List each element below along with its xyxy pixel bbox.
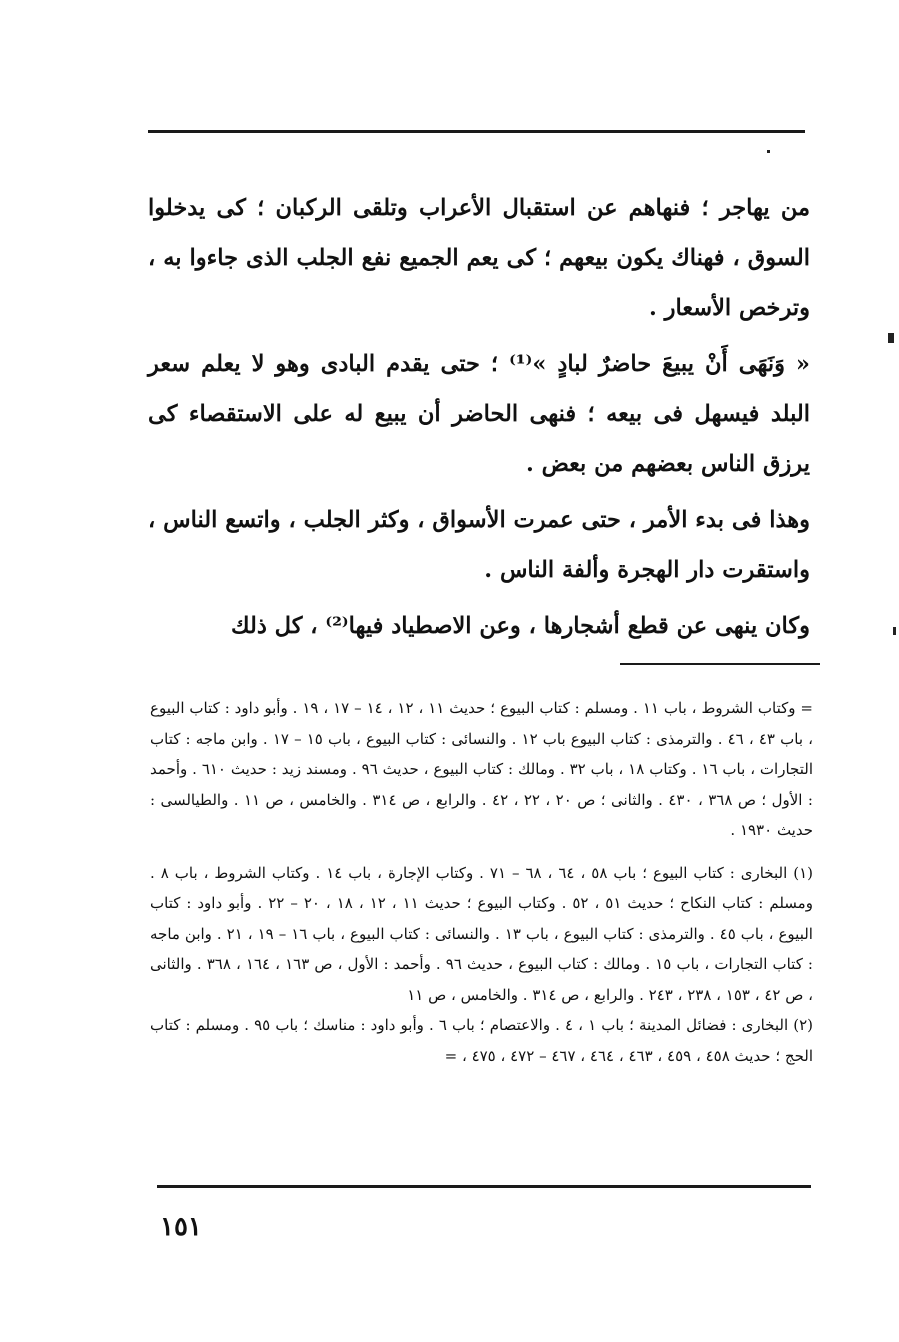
paragraph-2	[148, 339, 810, 489]
paragraph-2-text: ؛ حتى يقدم البادى وهو لا يعلم سعر البلد فيسهل فى بيعه ؛ فنهى الحاضر أن يبيع له على الاستقصاء كى يرزق الناس بعضهم من بعض .	[148, 351, 810, 477]
top-rule	[148, 130, 805, 133]
page-number: ١٥١	[160, 1212, 202, 1242]
hadith-quote: « وَنَهَى أَنْ يبيعَ حاضرٌ لبادٍ »⁽¹⁾	[509, 351, 810, 377]
ink-speck	[767, 150, 770, 153]
footnote-2: (٢) البخارى : فضائل المدينة ؛ باب ١ ، ٤ . والاعتصام ؛ باب ٦ . وأبو داود : مناسك ؛ باب ٩٥ . ومسلم : كتاب الحج ؛ حديث ٤٥٨ ، ٤٥٩ ، ٤٦٣ ، ٤٦٤ ، ٤٦٧ – ٤٧٢ ، ٤٧٥ ، =	[150, 1016, 813, 1065]
margin-mark	[888, 333, 894, 343]
main-text	[148, 183, 810, 651]
paragraph-1: من يهاجر ؛ فنهاهم عن استقبال الأعراب وتلقى الركبان ؛ كى يدخلوا السوق ، فهناك يكون بيعهم ؛ كى يعم الجميع نفع الجلب الذى جاءوا به ، وترخص الأسعار .	[148, 195, 810, 321]
footnote-1: (١) البخارى : كتاب البيوع ؛ باب ٥٨ ، ٦٤ ، ٦٨ – ٧١ . وكتاب الإجارة ، باب ١٤ . وكتاب الشروط ، باب ٨ . ومسلم : كتاب النكاح ؛ حديث ٥١ ، ٥٢ . وكتاب البيوع ؛ حديث ١١ ، ١٢ ، ١٨ ، ٢٠ – ٢٢ . وأبو داود : كتاب البيوع ، باب ٤٥ . والترمذى : كتاب البيوع ، باب ١٣ . والنسائى : كتاب البيوع ، باب ١٦ – ١٩ ، ٢١ . وابن ماجه : كتاب التجارات ، باب ١٥ . ومالك : كتاب البيوع ، حديث ٩٦ . وأحمد : الأول ، ص ١٦٣ ، ١٦٤ ، ٣٦٨ . والثانى ، ص ٤٢ ، ١٥٣ ، ٢٣٨ ، ٢٤٣ . والرابع ، ص ٣١٤ . والخامس ، ص ١١	[150, 863, 813, 1004]
footnotes	[150, 693, 813, 1071]
bottom-rule	[157, 1185, 811, 1188]
paragraph-4: وكان ينهى عن قطع أشجارها ، وعن الاصطياد فيها⁽²⁾ ، كل ذلك	[231, 613, 810, 639]
footnote-continuation: = وكتاب الشروط ، باب ١١ . ومسلم : كتاب البيوع ؛ حديث ١١ ، ١٢ ، ١٤ – ١٧ ، ١٩ . وأبو داود : كتاب البيوع ، باب ٤٣ ، ٤٦ . والترمذى : كتاب البيوع باب ١٢ . والنسائى : كتاب البيوع ، باب ١٥ – ١٧ . وابن ماجه : كتاب التجارات ، باب ١٦ . وكتاب ١٨ ، باب ٣٢ . ومالك : كتاب البيوع ، حديث ٩٦ . ومسند زيد : حديث ٦١٠ . وأحمد : الأول ؛ ص ٣٦٨ ، ٤٣٠ . والثانى ؛ ص ٢٠ ، ٢٢ ، ٤٢ . والرابع ، ص ٣١٤ . والخامس ، ص ١١ . والطيالسى : حديث ١٩٣٠ .	[150, 699, 813, 839]
paragraph-3: وهذا فى بدء الأمر ، حتى عمرت الأسواق ، وكثر الجلب ، واتسع الناس ، واستقرت دار الهجرة وألفة الناس .	[148, 507, 810, 583]
footnote-separator	[620, 663, 820, 665]
margin-mark	[893, 627, 896, 635]
